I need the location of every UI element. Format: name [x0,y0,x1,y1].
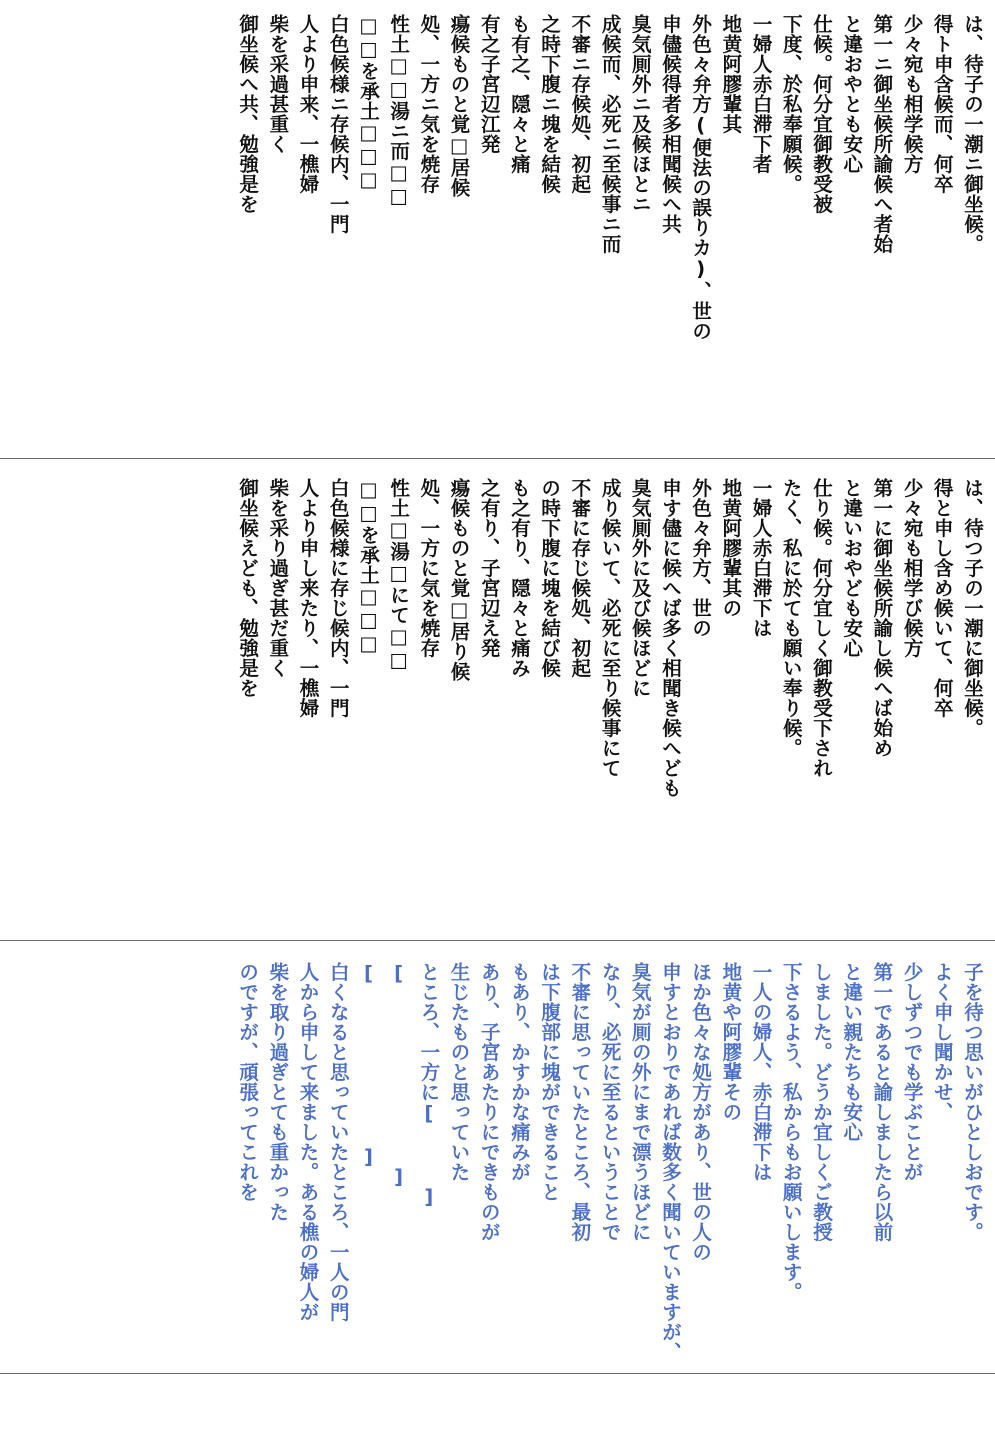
text-line: 柴を取り過ぎとても重かった [266,962,290,1222]
text-line: 白色候様ニ存候内、一門 [326,14,350,234]
text-line: 不審に存じ候処、初起 [568,478,592,678]
text-line: 少々宛も相学候方 [900,14,924,174]
text-line: 外色々弁方、世の [689,478,713,638]
text-line: 生じたものと思っていた [447,962,471,1182]
text-line: 一婦人赤白滞下者 [749,14,773,174]
text-line: 御坐候えども、勉強是を [236,478,260,698]
text-line: 申儘候得者多相聞候へ共 [658,14,682,234]
text-line: も有之、隠々と痛 [507,14,531,174]
text-line: のですが、頑張ってこれを [236,962,260,1202]
text-line: 仕り候。何分宜しく御教受下され [809,478,833,778]
text-line: 外色々弁方(便法の誤りカ)、世の [689,14,713,341]
text-line: 性土□湯□にて□□ [387,478,411,672]
text-line: 白色候様に存じ候内、一門 [326,478,350,718]
text-line: 処、一方に気を焼存 [417,478,441,658]
text-line: 臭気が厠の外にまで漂うほどに [628,962,652,1242]
text-line: もあり、かすかな痛みが [507,962,531,1182]
text-line: 一婦人赤白滞下は [749,478,773,638]
kundoku-reading-panel [102,478,987,908]
text-line: なり、必死に至るということで [598,962,622,1242]
text-line: 第一に御坐候所諭し候へば始め [870,478,894,758]
text-line: 臭気厠外ニ及候ほとニ [628,14,652,214]
text-line: 少しずつでも学ぶことが [900,962,924,1182]
text-line: 性土□□湯ニ而□□ [387,14,411,208]
text-line: 子を待つ思いがひとしおです。 [961,962,984,1242]
text-line: 柴を采り過ぎ甚だ重く [266,478,290,678]
text-line: 人から申して来ました。ある樵の婦人が [296,962,320,1322]
text-line: 地黄阿膠輩其の [719,478,743,618]
text-line: ところ、一方に[ ] [417,962,441,1209]
text-line: 瘍候ものと覚□居候 [447,14,471,198]
text-line: □□を承土□□□ [356,14,380,192]
text-line: しました。どうか宜しくご教授 [809,962,833,1242]
text-line: 処、一方ニ気を焼存 [417,14,441,194]
text-line: よく申し聞かせ、 [930,962,954,1122]
text-line: 臭気厠外に及び候ほどに [628,478,652,698]
text-line: 下度、於私奉願候。 [779,14,803,194]
text-line: 瘍候ものと覚□居り候 [447,478,471,682]
text-line: 成候而、必死ニ至候事ニ而 [598,14,622,254]
text-line: 有之子宮辺江発 [477,14,501,154]
text-line: 第一ニ御坐候所諭候へ者始 [870,14,894,254]
text-line: 少々宛も相学び候方 [900,478,924,658]
text-line: 人より申し来たり、一樵婦 [296,478,320,718]
text-line: 申すとおりであれば数多く聞いていますが、 [658,962,682,1362]
text-line: 之有り、子宮辺え発 [477,478,501,658]
text-line: 柴を采過甚重く [266,14,290,154]
text-line: ほか色々な処方があり、世の人の [689,962,713,1262]
text-line: 御坐候へ共、勉強是を [236,14,260,214]
text-line: 人より申来、一樵婦 [296,14,320,194]
text-line: は下腹部に塊ができること [538,962,562,1202]
text-line: と違おやとも安心 [840,14,864,174]
text-line: と違いおやども安心 [840,478,864,658]
text-line: は、待つ子の一潮に御坐候。 [961,478,984,738]
original-text-panel [236,14,987,444]
text-line: [ ] [387,962,411,1189]
text-line: と違い親たちも安心 [840,962,864,1142]
text-line: 成り候いて、必死に至り候事にて [598,478,622,778]
text-line: 不審ニ存候処、初起 [568,14,592,194]
text-line: 第一であると諭しましたら以前 [870,962,894,1242]
text-line: 一人の婦人、赤白滞下は [749,962,773,1182]
text-line: 下さるよう、私からもお願いします。 [779,962,803,1302]
text-line: 白くなると思っていたところ、一人の門 [326,962,350,1322]
text-line: 不審に思っていたところ、最初 [568,962,592,1242]
text-line: も之有り、隠々と痛み [507,478,531,678]
text-line: たく、私に於ても願い奉り候。 [779,478,803,758]
text-line: □□を承土□□□ [356,478,380,656]
text-line: 得ト申含候而、何卒 [930,14,954,194]
text-line: [ ] [356,962,380,1169]
text-line: は、待子の一潮ニ御坐候。 [961,14,984,254]
divider-rule-2 [0,940,995,941]
modern-translation-panel [236,962,987,1382]
divider-rule-1 [0,458,995,459]
text-line: あり、子宮あたりにできものが [477,962,501,1242]
text-line: 之時下腹ニ塊を結候 [538,14,562,194]
text-line: 得と申し含め候いて、何卒 [930,478,954,718]
text-line: 地黄や阿膠輩その [719,962,743,1122]
text-line: 仕候。何分宜御教受被 [809,14,833,214]
text-line: の時下腹に塊を結び候 [538,478,562,678]
text-line: 申す儘に候へば多く相聞き候へども [658,478,682,798]
text-line: 地黄阿膠輩其 [719,14,743,134]
